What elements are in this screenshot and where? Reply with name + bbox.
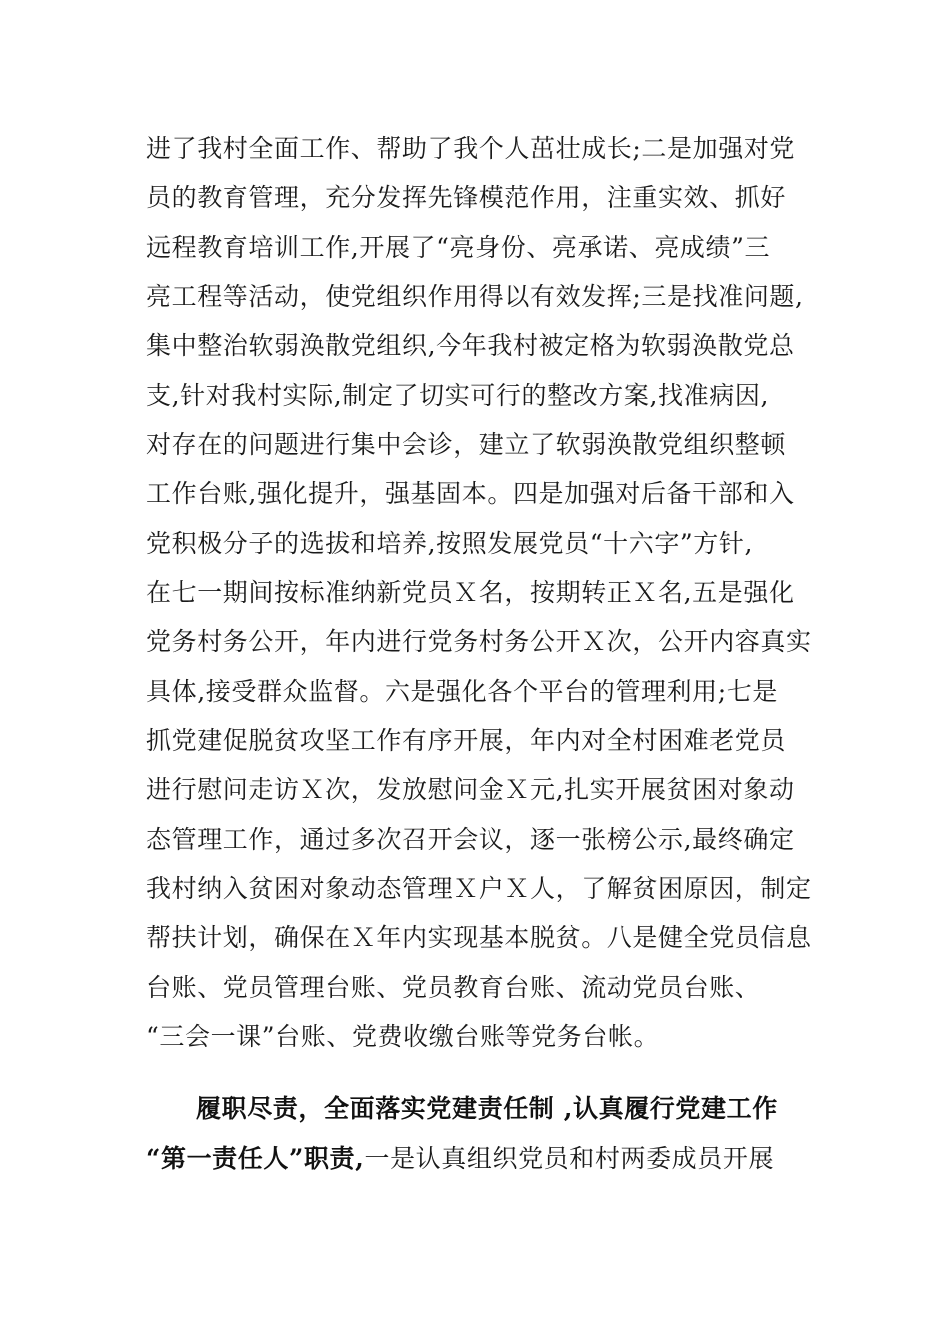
section-body-text: 一是认真组织党员和村两委成员开展 — [364, 1144, 775, 1173]
body-text-line: 远程教育培训工作,开展了“亮身份、亮承诺、亮成绩”三 — [146, 233, 771, 262]
body-text-line: “三会一课”台账、党费收缴台账等党务台帐。 — [146, 1022, 660, 1051]
body-text-line: 支,针对我村实际,制定了切实可行的整改方案,找准病因, — [146, 381, 769, 410]
body-text-line: 进行慰问走访Ｘ次，发放慰问金Ｘ元,扎实开展贫困对象动 — [146, 775, 795, 804]
body-text-line: 抓党建促脱贫攻坚工作有序开展，年内对全村困难老党员 — [146, 726, 787, 755]
section-heading-line: 履职尽责，全面落实党建责任制 ,认真履行党建工作 — [196, 1094, 778, 1123]
body-text-line: 具体,接受群众监督。六是强化各个平台的管理利用;七是 — [146, 677, 778, 706]
section-heading-continuation — [146, 1143, 774, 1175]
body-text-line: 党积极分子的选拔和培养,按照发展党员“十六字”方针, — [146, 529, 754, 558]
body-text-line: 我村纳入贫困对象动态管理Ｘ户Ｘ人，了解贫困原因，制定 — [146, 874, 812, 903]
body-text-line: 党务村务公开，年内进行党务村务公开Ｘ次，公开内容真实 — [146, 627, 812, 656]
body-text-line: 集中整治软弱涣散党组织,今年我村被定格为软弱涣散党总 — [146, 331, 795, 360]
section-heading-bold-part: “第一责任人”职责, — [146, 1144, 365, 1173]
body-text-line: 态管理工作，通过多次召开会议，逐一张榜公示,最终确定 — [146, 825, 795, 854]
body-text-line: 工作台账,强化提升，强基固本。四是加强对后备干部和入 — [146, 479, 795, 508]
body-text-line: 亮工程等活动，使党组织作用得以有效发挥;三是找准问题, — [146, 282, 804, 311]
body-text-line: 员的教育管理，充分发挥先锋模范作用，注重实效、抓好 — [146, 183, 787, 212]
body-text-line: 进了我村全面工作、帮助了我个人茁壮成长;二是加强对党 — [146, 134, 796, 163]
body-text-line: 台账、党员管理台账、党员教育台账、流动党员台账、 — [146, 973, 761, 1002]
body-text-line: 帮扶计划，确保在Ｘ年内实现基本脱贫。八是健全党员信息 — [146, 923, 812, 952]
body-text-line: 在七一期间按标准纳新党员Ｘ名，按期转正Ｘ名,五是强化 — [146, 578, 795, 607]
body-text-line: 对存在的问题进行集中会诊，建立了软弱涣散党组织整顿 — [146, 430, 787, 459]
